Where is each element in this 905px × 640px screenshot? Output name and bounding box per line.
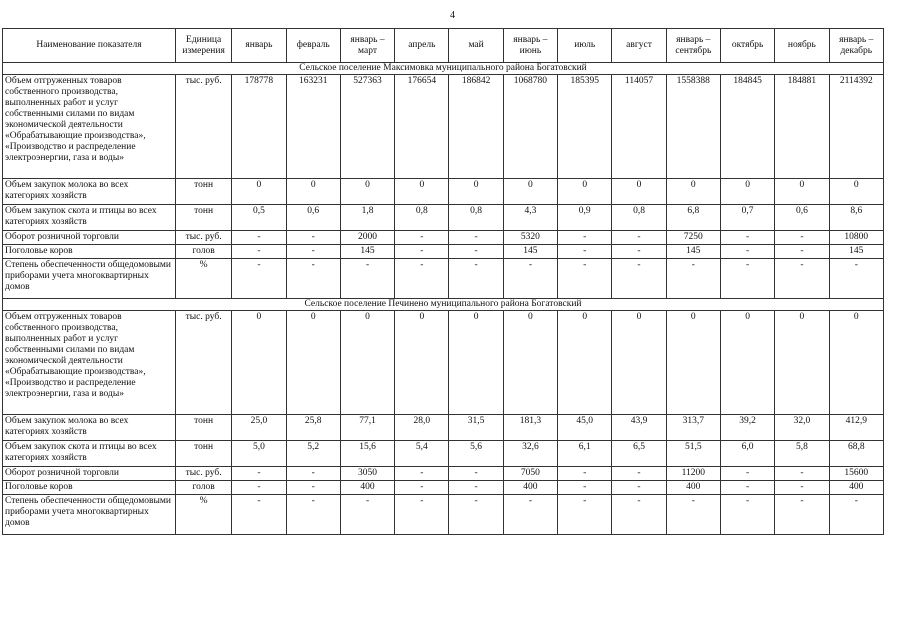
value-cell: 0 xyxy=(720,311,774,415)
section-title-row xyxy=(3,63,884,75)
value-cell: - xyxy=(775,259,829,299)
indicators-table xyxy=(2,28,884,535)
indicator-name: Оборот розничной торговли xyxy=(3,231,176,245)
value-cell: - xyxy=(503,495,557,535)
indicator-unit: тонн xyxy=(175,441,231,467)
value-cell: 0 xyxy=(395,311,449,415)
value-cell: - xyxy=(340,259,394,299)
value-cell: 0 xyxy=(829,311,883,415)
column-header: июль xyxy=(558,29,612,63)
indicator-unit: тыс. руб. xyxy=(175,311,231,415)
indicator-name: Объем закупок молока во всех категориях хозяйств xyxy=(3,415,176,441)
value-cell: - xyxy=(286,481,340,495)
value-cell: 0 xyxy=(286,311,340,415)
value-cell: 1558388 xyxy=(666,75,720,179)
column-header: январь – июнь xyxy=(503,29,557,63)
section-title-row xyxy=(3,299,884,311)
table-row xyxy=(3,467,884,481)
table-header-row xyxy=(3,29,884,63)
value-cell: 186842 xyxy=(449,75,503,179)
table-row xyxy=(3,231,884,245)
value-cell: 77,1 xyxy=(340,415,394,441)
value-cell: - xyxy=(775,467,829,481)
value-cell: - xyxy=(449,467,503,481)
value-cell: 6,5 xyxy=(612,441,666,467)
value-cell: 39,2 xyxy=(720,415,774,441)
page-number: 4 xyxy=(450,10,455,21)
value-cell: 0 xyxy=(286,179,340,205)
indicator-unit: % xyxy=(175,259,231,299)
value-cell: - xyxy=(395,495,449,535)
value-cell: - xyxy=(232,481,286,495)
value-cell: 28,0 xyxy=(395,415,449,441)
value-cell: 181,3 xyxy=(503,415,557,441)
value-cell: 32,6 xyxy=(503,441,557,467)
value-cell: 0 xyxy=(612,311,666,415)
table-row xyxy=(3,245,884,259)
value-cell: - xyxy=(558,495,612,535)
value-cell: - xyxy=(612,245,666,259)
value-cell: 15,6 xyxy=(340,441,394,467)
value-cell: - xyxy=(612,467,666,481)
value-cell: 0,8 xyxy=(449,205,503,231)
value-cell: - xyxy=(232,467,286,481)
column-header: январь – март xyxy=(340,29,394,63)
value-cell: - xyxy=(232,245,286,259)
table-row xyxy=(3,75,884,179)
value-cell: 313,7 xyxy=(666,415,720,441)
value-cell: 5320 xyxy=(503,231,557,245)
value-cell: 25,8 xyxy=(286,415,340,441)
indicator-name: Поголовье коров xyxy=(3,245,176,259)
column-header: январь xyxy=(232,29,286,63)
value-cell: - xyxy=(829,259,883,299)
indicator-unit: тонн xyxy=(175,205,231,231)
value-cell: 0,6 xyxy=(775,205,829,231)
value-cell: 400 xyxy=(340,481,394,495)
value-cell: - xyxy=(612,481,666,495)
value-cell: 184845 xyxy=(720,75,774,179)
value-cell: 0 xyxy=(503,311,557,415)
value-cell: - xyxy=(829,495,883,535)
value-cell: 178778 xyxy=(232,75,286,179)
column-header: январь – сентябрь xyxy=(666,29,720,63)
value-cell: - xyxy=(720,481,774,495)
value-cell: 5,4 xyxy=(395,441,449,467)
table-row xyxy=(3,205,884,231)
table-body xyxy=(3,63,884,535)
value-cell: 176654 xyxy=(395,75,449,179)
value-cell: 0 xyxy=(666,311,720,415)
value-cell: 68,8 xyxy=(829,441,883,467)
value-cell: - xyxy=(286,245,340,259)
value-cell: 0 xyxy=(449,311,503,415)
value-cell: 0 xyxy=(558,311,612,415)
value-cell: - xyxy=(720,467,774,481)
indicator-unit: тыс. руб. xyxy=(175,75,231,179)
value-cell: 7250 xyxy=(666,231,720,245)
value-cell: 0 xyxy=(558,179,612,205)
value-cell: 412,9 xyxy=(829,415,883,441)
value-cell: - xyxy=(775,245,829,259)
indicator-name: Степень обеспеченности общедомовыми приборами учета многоквартирных домов xyxy=(3,495,176,535)
indicator-unit: тыс. руб. xyxy=(175,467,231,481)
value-cell: - xyxy=(666,495,720,535)
value-cell: - xyxy=(232,495,286,535)
value-cell: 400 xyxy=(829,481,883,495)
value-cell: 0 xyxy=(775,311,829,415)
table-row xyxy=(3,179,884,205)
indicator-name: Объем отгруженных товаров собственного производства, выполненных работ и услуг собственными силами по видам экономической деятельности «Обрабатывающие производства», «Производство и распределение электроэнергии, газа и воды» xyxy=(3,75,176,179)
value-cell: 0,6 xyxy=(286,205,340,231)
value-cell: 145 xyxy=(666,245,720,259)
value-cell: 0 xyxy=(775,179,829,205)
value-cell: 163231 xyxy=(286,75,340,179)
value-cell: 6,8 xyxy=(666,205,720,231)
value-cell: 5,0 xyxy=(232,441,286,467)
value-cell: 145 xyxy=(503,245,557,259)
value-cell: - xyxy=(720,245,774,259)
value-cell: 6,1 xyxy=(558,441,612,467)
value-cell: - xyxy=(558,231,612,245)
value-cell: 6,0 xyxy=(720,441,774,467)
value-cell: 15600 xyxy=(829,467,883,481)
indicator-name: Объем закупок молока во всех категориях хозяйств xyxy=(3,179,176,205)
value-cell: - xyxy=(558,467,612,481)
value-cell: - xyxy=(612,259,666,299)
value-cell: - xyxy=(775,495,829,535)
indicator-name: Оборот розничной торговли xyxy=(3,467,176,481)
value-cell: 400 xyxy=(503,481,557,495)
value-cell: 51,5 xyxy=(666,441,720,467)
value-cell: 0 xyxy=(829,179,883,205)
column-header: январь – декабрь xyxy=(829,29,883,63)
value-cell: - xyxy=(286,495,340,535)
value-cell: 0 xyxy=(666,179,720,205)
value-cell: - xyxy=(775,231,829,245)
value-cell: 0,7 xyxy=(720,205,774,231)
value-cell: 45,0 xyxy=(558,415,612,441)
value-cell: - xyxy=(666,259,720,299)
value-cell: - xyxy=(720,231,774,245)
value-cell: - xyxy=(286,467,340,481)
value-cell: 5,2 xyxy=(286,441,340,467)
indicator-name: Объем отгруженных товаров собственного производства, выполненных работ и услуг собственными силами по видам экономической деятельности «Обрабатывающие производства», «Производство и распределение электроэнергии, газа и воды» xyxy=(3,311,176,415)
value-cell: - xyxy=(449,481,503,495)
table-row xyxy=(3,441,884,467)
value-cell: - xyxy=(395,245,449,259)
value-cell: 145 xyxy=(340,245,394,259)
value-cell: - xyxy=(232,259,286,299)
value-cell: 145 xyxy=(829,245,883,259)
column-header: февраль xyxy=(286,29,340,63)
value-cell: - xyxy=(232,231,286,245)
value-cell: 0 xyxy=(720,179,774,205)
indicator-unit: тыс. руб. xyxy=(175,231,231,245)
value-cell: 0 xyxy=(612,179,666,205)
column-header: ноябрь xyxy=(775,29,829,63)
value-cell: - xyxy=(558,245,612,259)
indicator-name: Степень обеспеченности общедомовыми приборами учета многоквартирных домов xyxy=(3,259,176,299)
value-cell: 8,6 xyxy=(829,205,883,231)
value-cell: 184881 xyxy=(775,75,829,179)
value-cell: - xyxy=(449,231,503,245)
value-cell: - xyxy=(558,259,612,299)
value-cell: - xyxy=(612,231,666,245)
value-cell: - xyxy=(395,231,449,245)
table-row xyxy=(3,495,884,535)
value-cell: 0 xyxy=(395,179,449,205)
value-cell: - xyxy=(558,481,612,495)
value-cell: - xyxy=(286,259,340,299)
value-cell: 2000 xyxy=(340,231,394,245)
table-row xyxy=(3,311,884,415)
value-cell: 0,5 xyxy=(232,205,286,231)
value-cell: 2114392 xyxy=(829,75,883,179)
value-cell: 1,8 xyxy=(340,205,394,231)
value-cell: 114057 xyxy=(612,75,666,179)
value-cell: 25,0 xyxy=(232,415,286,441)
value-cell: 5,6 xyxy=(449,441,503,467)
indicator-unit: голов xyxy=(175,245,231,259)
value-cell: 0,9 xyxy=(558,205,612,231)
value-cell: - xyxy=(449,259,503,299)
column-header: май xyxy=(449,29,503,63)
value-cell: - xyxy=(286,231,340,245)
value-cell: - xyxy=(395,467,449,481)
value-cell: - xyxy=(612,495,666,535)
value-cell: 527363 xyxy=(340,75,394,179)
value-cell: 1068780 xyxy=(503,75,557,179)
value-cell: 43,9 xyxy=(612,415,666,441)
value-cell: - xyxy=(775,481,829,495)
section-title: Сельское поселение Печинено муниципального района Богатовский xyxy=(3,299,884,311)
value-cell: 0 xyxy=(232,311,286,415)
table-row xyxy=(3,415,884,441)
value-cell: 10800 xyxy=(829,231,883,245)
column-header: август xyxy=(612,29,666,63)
value-cell: 0 xyxy=(503,179,557,205)
value-cell: 0,8 xyxy=(612,205,666,231)
value-cell: 32,0 xyxy=(775,415,829,441)
value-cell: 3050 xyxy=(340,467,394,481)
value-cell: 0 xyxy=(232,179,286,205)
column-header: Наименование показателя xyxy=(3,29,176,63)
value-cell: - xyxy=(503,259,557,299)
value-cell: 0,8 xyxy=(395,205,449,231)
value-cell: - xyxy=(395,481,449,495)
indicator-name: Объем закупок скота и птицы во всех категориях хозяйств xyxy=(3,205,176,231)
indicator-unit: тонн xyxy=(175,415,231,441)
indicator-unit: тонн xyxy=(175,179,231,205)
indicator-unit: голов xyxy=(175,481,231,495)
value-cell: 31,5 xyxy=(449,415,503,441)
section-title: Сельское поселение Максимовка муниципального района Богатовский xyxy=(3,63,884,75)
column-header: октябрь xyxy=(720,29,774,63)
value-cell: - xyxy=(720,259,774,299)
table-row xyxy=(3,259,884,299)
indicator-unit: % xyxy=(175,495,231,535)
value-cell: 4,3 xyxy=(503,205,557,231)
value-cell: 7050 xyxy=(503,467,557,481)
value-cell: 11200 xyxy=(666,467,720,481)
value-cell: 0 xyxy=(340,311,394,415)
value-cell: 185395 xyxy=(558,75,612,179)
indicator-name: Поголовье коров xyxy=(3,481,176,495)
value-cell: 0 xyxy=(340,179,394,205)
value-cell: 5,8 xyxy=(775,441,829,467)
value-cell: 400 xyxy=(666,481,720,495)
column-header: Единица измерения xyxy=(175,29,231,63)
indicator-name: Объем закупок скота и птицы во всех категориях хозяйств xyxy=(3,441,176,467)
column-header: апрель xyxy=(395,29,449,63)
table-row xyxy=(3,481,884,495)
value-cell: - xyxy=(449,495,503,535)
value-cell: - xyxy=(340,495,394,535)
value-cell: - xyxy=(395,259,449,299)
value-cell: - xyxy=(720,495,774,535)
value-cell: 0 xyxy=(449,179,503,205)
value-cell: - xyxy=(449,245,503,259)
